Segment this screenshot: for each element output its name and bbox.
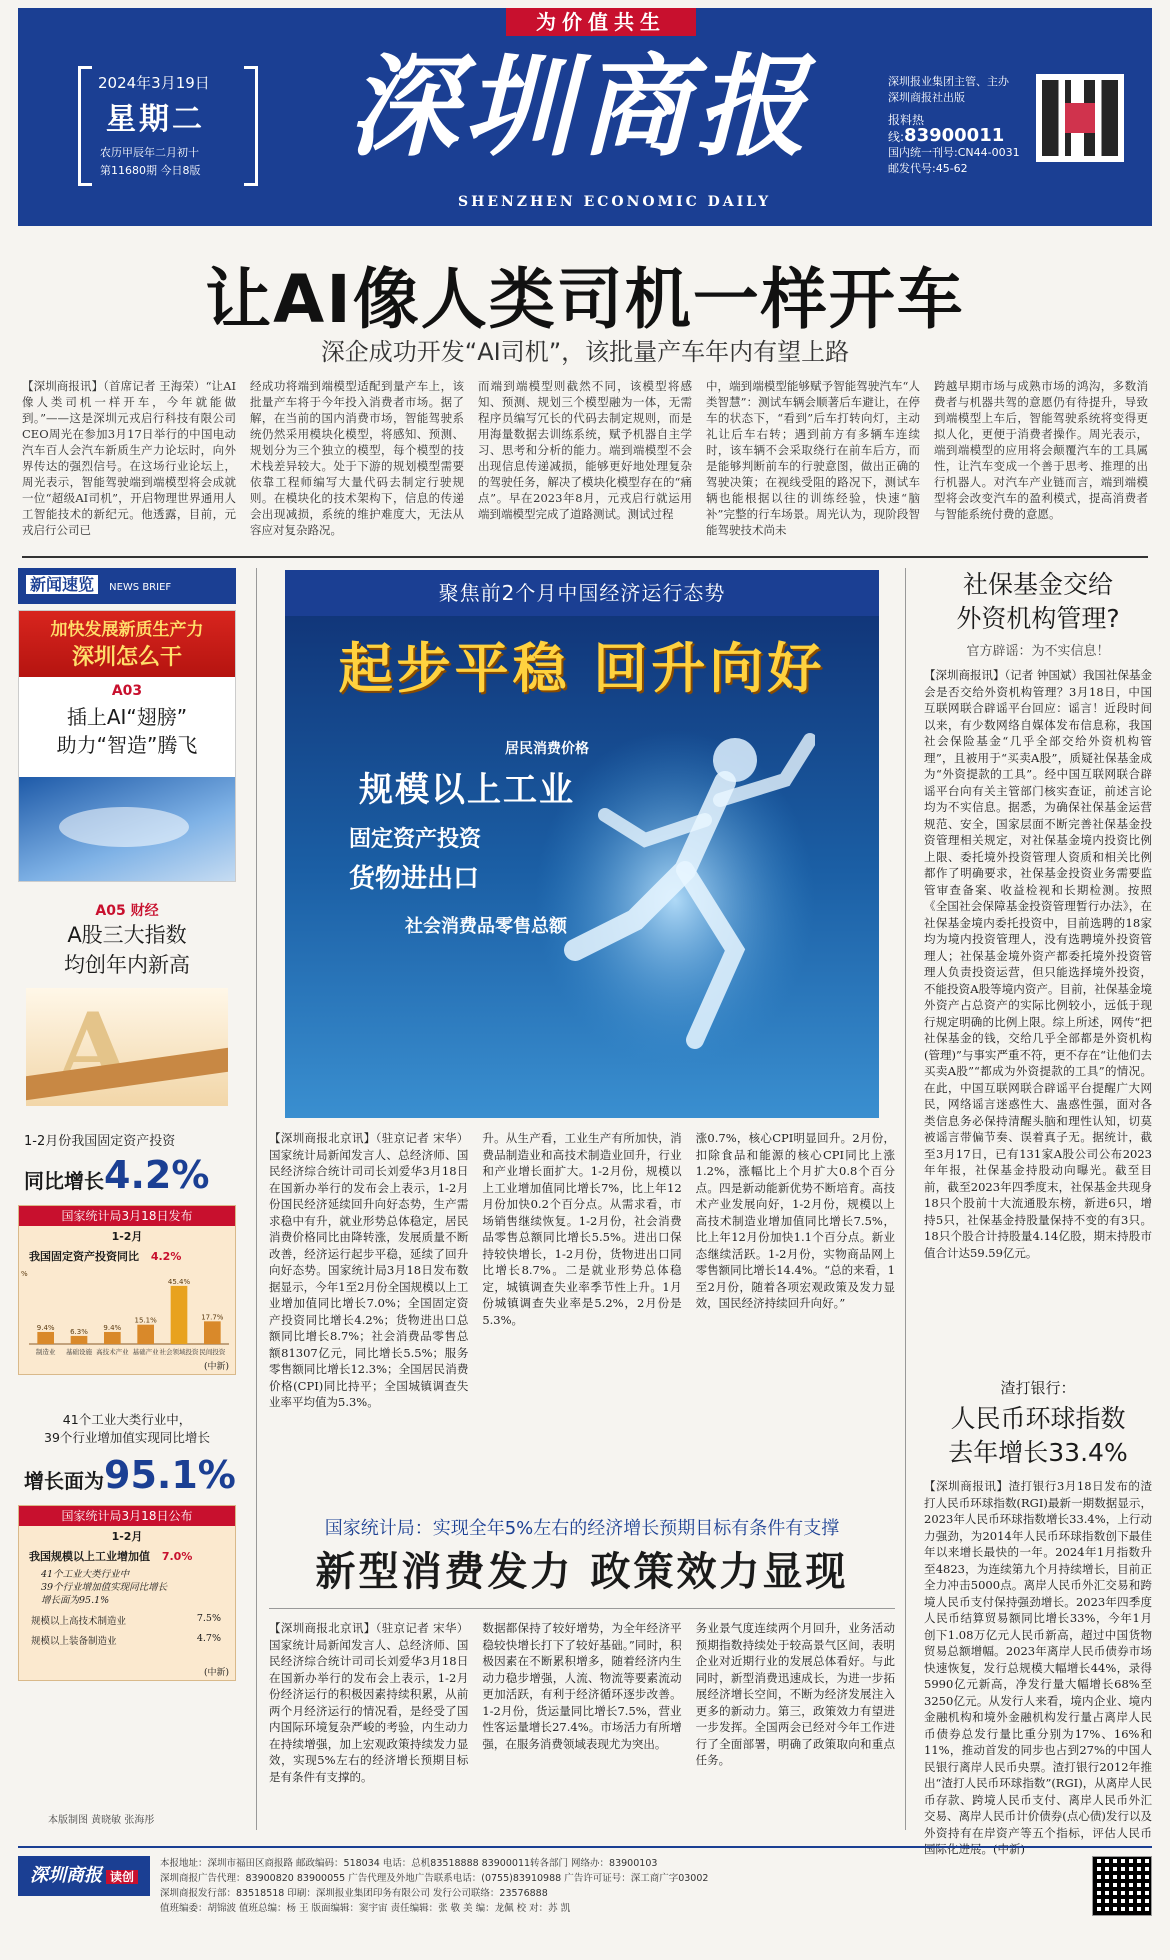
chart2-row2 [19, 1627, 235, 1647]
postal-code: 邮发代号:45-62 [888, 162, 968, 175]
chart2-row2-value: 4.7% [196, 1633, 221, 1644]
keyword-cpi: 居民消费价格 [505, 741, 589, 757]
chart2-header: 国家统计局3月18日公布 [19, 1506, 235, 1526]
industry-stat-label: 41个工业大类行业中， 39个行业增加值实现同比增长 [44, 1412, 210, 1445]
consumption-col-2: 数据都保持了较好增势，为全年经济平稳较快增长打下了较好基础。”同时，积极因素在不断累积增多，随着经济内生动力稳步增强，人流、物流等要素流动更加活跃，有利于经济循环逐步改善。1-2月份，货运量同比增长7.5%，营业性客运量增长27.4%。市场活力有所增强，在服务消费领域表现尤为突出。 [482, 1621, 682, 1751]
chart2-row1-label: 规模以上高技术制造业 [31, 1616, 127, 1627]
news-brief-label: 新闻速览 [26, 575, 98, 594]
lead-col-3: 而端到端模型则截然不同，该模型将感知、预测、规划三个模型融为一体，无需程序员编写冗长的代码去制定规则，而是用海量数据去训练系统，赋予机器自主学习、思考和分析的能力。端到端模型不会出现信息传递减损，能够更好地处理复杂的驾驶任务，解决了模块化模型存在的“痛点”。早在2023年8月，元戎启行就运用端到端模型完成了道路测试。测试过程 [478, 379, 692, 521]
footer-logo-tag: 读创 [106, 1870, 138, 1884]
chart2-main-value: 7.0% [161, 1550, 193, 1563]
consumption-kicker: 国家统计局：实现全年5%左右的经济增长预期目标有条件有支撑 [324, 1518, 840, 1539]
promo-page-ref: A03 [111, 683, 143, 699]
promo-title: 插上AI“翅膀” 助力“智造”腾飞 [56, 705, 198, 757]
consumption-col-3: 务业景气度连续两个月回升，业务活动预期指数持续处于较高景气区间，表明企业对近期行业的发展总体看好。与此同时，新型消费迅速成长，为进一步拓展经济增长空间，不断为经济发展注入更多的新动力。第三，政策效力有望进一步发挥。全国两会已经对今年工作进行了全面部署，明确了政策取向和重点任务。 [695, 1621, 895, 1767]
slogan-bar: 为价值共生 [506, 8, 696, 36]
promo-banner-line1: 加快发展新质生产力 [50, 620, 204, 640]
chart2-note: 41个工业大类行业中 39个行业增加值实现同比增长 增长面为95.1% [41, 1569, 168, 1606]
social-fund-headline[interactable]: 社保基金交给 外资机构管理? [956, 570, 1120, 633]
chart2-source: (中新) [203, 1668, 229, 1678]
keyword-investment: 固定资产投资 [349, 827, 482, 852]
hotline-label: 报料热线: [888, 113, 925, 144]
industry-stat [18, 1453, 236, 1497]
chart2-period: 1-2月 [111, 1530, 143, 1543]
footer-logo [18, 1856, 150, 1896]
lead-col-4: 中，端到端模型能够赋予智能驾驶汽车“人类智慧”：测试车辆会顺著后车避让，在停车的状态下，“看到”后车打转向灯，主动礼让后车右转；遇到前方有多辆车连续时，该车辆不会采取绕行在前车后方，而是能够判断前车的行驶意图，做出正确的驾驶决策；在视线受阻的路况下，测试车辆也能根据以往的训练经验，快速“脑补”完整的行车场景。周光认为，现阶段智能驾驶技术尚未 [706, 379, 920, 537]
chart1-value-label-0: 9.4% [36, 1323, 55, 1332]
footer-info [160, 1856, 708, 1916]
investment-stat-label: 1-2月份我国固定资产投资 [24, 1134, 176, 1149]
lead-col-5: 跨越早期市场与成熟市场的鸿沟，多数消费者与机器共驾的意愿仍有待提升，导致到端模型上车后，智能驾驶系统将变得更拟人化，更便于消费者操作。周光表示，端到端模型的应用将会颠覆汽车的工具属性，让汽车变成一个善于思考、推理的出行机器人。对汽车产业链而言，端到端模型将会改变汽车的盈利模式，提高消费者与智能系统付费的意愿。 [934, 379, 1148, 521]
footer-info-line3: 深圳商报发行部：83518518 印刷：深圳报业集团印务有限公司 发行公司联络：23576888 [160, 1888, 548, 1899]
lead-article [22, 378, 1148, 538]
qr-code-icon[interactable] [1036, 74, 1124, 162]
issue-weekday: 星期二 [106, 102, 205, 137]
hotline [888, 112, 1028, 145]
chart1-bars [19, 1266, 237, 1370]
consumption-article [269, 1620, 895, 1820]
hotline-number: 83900011 [904, 125, 1005, 146]
footer [18, 1846, 1152, 1926]
bracket-left [78, 66, 92, 186]
economy-col-3: 涨0.7%，核心CPI明显回升。2月份，扣除食品和能源的核心CPI同比上涨1.2%，涨幅比上个月扩大0.8个百分点。四是新动能新优势不断培育。高技术产业发展向好，1-2月份，规模以上高技术制造业增加值同比增长7.5%，比上年12月份加快1.1个百分点。新业态继续活跃。1-2月份，实物商品网上零售额同比增长14.4%。“总的来看，1至2月份，随着各项宏观政策及发力显效，国民经济持续回升向好。” [695, 1131, 895, 1310]
bracket-right [244, 66, 258, 186]
chart1-main-value: 4.2% [150, 1250, 182, 1263]
chart1-bar-1 [71, 1336, 88, 1344]
chart1-bar-5 [204, 1321, 221, 1344]
consumption-col-1: 【深圳商报北京讯】（驻京记者 宋华）国家统计局新闻发言人、总经济师、国民经济综合统计司司长刘爱华3月18日在国新办举行的发布会上表示，1-2月份经济运行的积极因素持续积累，从前两个月经济运行的情况看，是经受了国内国际环境复杂严峻的考验，内生动力在持续增强，加上宏观政策持续发力显效，实现5%左右的经济增长预期目标是有条件有支撑的。 [269, 1621, 469, 1784]
chart1-title [19, 1248, 235, 1264]
newspaper-title: 深圳商报 [348, 42, 812, 171]
chart1-bar-2 [104, 1332, 121, 1344]
footer-info-line2: 深圳商报广告代理：83900820 83900055 广告代理及外地广告联系电话：(0755)83910988 广告许可证号：深工商广字03002 [160, 1873, 709, 1884]
footer-qr-icon[interactable] [1092, 1856, 1152, 1916]
rmb-kicker: 渣打银行： [1000, 1379, 1076, 1397]
cn-code: 国内统一刊号:CN44-0031 [888, 146, 1020, 159]
social-fund-subhead: 官方辟谣：为不实信息！ [966, 644, 1110, 659]
issue-number: 第11680期 今日8版 [100, 164, 201, 177]
consumption-rule [269, 1608, 895, 1609]
runner-illustration [535, 720, 815, 1080]
date-box [78, 66, 258, 186]
investment-stat-value: 4.2% [104, 1153, 210, 1197]
industry-stat-value: 95.1% [104, 1453, 236, 1497]
lead-col-2: 经成功将端到端模型适配到量产车上，该批量产车将于今年投入消费者市场。据了解，在当前的国内消费市场，智能驾驶系统仍然采用模块化模型，将感知、预测、规划分为三个独立的模型，每个模型的技术栈差异较大。处于下游的规划模型需要依靠工程师编写大量代码去制定行驶规则。在模块化的技术架构下，信息的传递会出现减损，系统的维护难度大，无法从容应对复杂路况。 [250, 379, 464, 537]
chart1-period: 1-2月 [111, 1230, 143, 1243]
lead-col-1: 【深圳商报讯】（首席记者 王海荣）“让AI像人类司机一样开车，今年就能做到。”——这是深圳元戎启行科技有限公司CEO周光在参加3月17日举行的中国电动汽车百人会汽车新质生产力论坛时，向外界传达的强烈信号。在这场行业论坛上，周光表示，智能驾驶端到端模型将会成就一位“超级AI司机”，开启物理世界通用人工智能技术的新纪元。他透露，目前，元戎启行公司已 [22, 379, 236, 537]
feature-banner: 聚焦前2个月中国经济运行态势 [285, 570, 879, 616]
promo-banner-line2: 深圳怎么干 [71, 645, 182, 670]
main-subheadline: 深企成功开发“AI司机”，该批量产车年内有望上路 [320, 338, 850, 366]
finance-illustration [26, 988, 228, 1106]
chart2-title [19, 1548, 235, 1564]
chart1-source: (中新) [203, 1362, 229, 1372]
newspaper-title-en: SHENZHEN ECONOMIC DAILY [458, 194, 772, 210]
chart1-category-label-3: 基础产业 [132, 1348, 159, 1356]
promo-a03[interactable] [18, 610, 236, 882]
issue-date: 2024年3月19日 [98, 74, 210, 92]
publisher-info [888, 74, 1028, 177]
chart2-row2-label: 规模以上装备制造业 [31, 1636, 117, 1647]
promo-banner [19, 611, 235, 677]
bottom-margin [0, 1934, 1170, 1960]
lunar-date: 农历甲辰年二月初十 [100, 146, 199, 159]
main-headline[interactable]: 让AI像人类司机一样开车 [205, 261, 965, 338]
rmb-article: 【深圳商报讯】渣打银行3月18日发布的渣打人民币环球指数(RGI)最新一期数据显示，2023年人民币环球指数增长33.4%，上行动力强劲，为2014年人民币环球指数创下最佳年以来增长最快的一年。2024年1月指数升至4823，为连续第九个月持续增长，目前正全力冲击5000点。离岸人民币外汇交易和跨境人民币支付保持强劲增长。2023年四季度人民币结算贸易额同比增长33%，今年1月创下1.08万亿元人民币新高，超过中国货物贸易总额增幅。2023年离岸人民币债券市场快速恢复，发行总规模大幅增长44%，录得5990亿元新高，净发行量大幅增长68%至3250亿元。从发行人来看，境内企业、境内金融机构和境外金融机构发行量占离岸人民币债券总发行量比重分别为17%、16%和11%，推动首发的同步也占到27%的中国人民银行离岸人民币央票。渣打银行2012年推出“渣打人民币环球指数”(RGI)，从离岸人民币存款、跨境人民币支付、离岸人民币外汇交易、离岸人民币计价债券(点心债)发行以及外资持有在岸资产等五个指标，评估人民币国际化进展。(中新) [924, 1479, 1152, 1856]
left-column [18, 568, 236, 1830]
finance-title[interactable]: A股三大指数 均创年内新高 [64, 923, 190, 977]
consumption-headline[interactable]: 新型消费发力 政策效力显现 [315, 1549, 849, 1595]
news-brief-header [18, 568, 236, 604]
chart1-bar-4 [171, 1286, 188, 1344]
chart1-title-text: 我国固定资产投资同比 [29, 1250, 139, 1263]
feature-title: 起步平稳 回升向好 [338, 637, 826, 700]
section-divider [22, 556, 1148, 558]
finance-page-ref: A05 财经 [95, 903, 159, 919]
right-column [924, 568, 1152, 1856]
investment-stat-prefix: 同比增长 [24, 1169, 104, 1193]
chart1-value-label-2: 9.4% [103, 1323, 122, 1332]
investment-stat [18, 1153, 236, 1197]
keyword-trade: 货物进出口 [349, 864, 480, 894]
rmb-headline[interactable]: 人民币环球指数 去年增长33.4% [948, 1404, 1128, 1467]
chart2-row1 [19, 1607, 235, 1627]
chart1-category-label-5: 民间投资 [199, 1348, 226, 1356]
investment-chart [18, 1205, 236, 1375]
chart1-value-label-4: 45.4% [167, 1277, 191, 1286]
economy-article [269, 1130, 895, 1502]
chart1-value-label-5: 17.7% [201, 1313, 224, 1322]
chart1-category-label-0: 制造业 [35, 1348, 56, 1356]
promo-image [19, 777, 235, 881]
graphics-credit: 本版制图 黄晓敏 张海彤 [48, 1815, 155, 1826]
chart1-category-label-4: 社会领域投资 [159, 1348, 199, 1356]
keyword-industry: 规模以上工业 [359, 770, 575, 810]
chart1-bar-3 [137, 1325, 154, 1344]
social-fund-article: 【深圳商报讯】（记者 钟国斌）我国社保基金会是否交给外资机构管理？3月18日，中国互联网联合辟谣平台回应：谣言！近段时间以来，有少数网络自媒体发布信息称，我国社会保险基金“几乎全部交给外资机构管理”，且被用于“买卖A股”，质疑社保基金成为“外资提款的工具”。经中国互联网联合辟谣平台向有关主管部门核实查证，前述言论均为不实信息。据悉，为确保社保基金运营规范、安全，国家层面不断完善社保基金投资管理相关规定，对社保基金境内投资比例上限、委托境外投资管理人资质和相关比例都作了明确要求，社保基金投资业务需要监管审查备案、收益检视和长期检测。按照《全国社会保障基金投资管理暂行办法》，在社保基金境内委托投资中，目前选聘的18家均为境内投资管理人，没有选聘境外投资管理人；社保基金境外资产都委托境外投资管理人负责投资运营，但只能选择境外投资，不能投资A股等境内资产。目前，社保基金境外资产占总资产的实际比例较小，远低于现行规定明确的比例上限。综上所述，网传“把社保基金的钱，交给几乎全部都是外资机构(管理)”与事实严重不符，更不存在“让他们去买卖A股”“都成为外资提款的工具”的情况。在此，中国互联网联合辟谣平台提醒广大网民，网络谣言迷惑性大、蛊惑性强，面对各类信息务必保持清醒头脑和理性认知，切莫被谣言带偏节奏、误着真子无。据统计，截至3月17日，已有131家A股公司公布2023年年报，社保基金持股动向曝光。截至目前，截至2023年四季度末，社保基金共现身18只个股前十大流通股东榜，新进6只，增持5只，社保基金持股量保持不变的有3只。18只个股合计持股量4.14亿股，期末持股市值合计达59.59亿元。 [924, 668, 1152, 1260]
chart1-bar-0 [37, 1332, 54, 1344]
economy-col-2: 升。从生产看，工业生产有所加快，消费品制造业和高技术制造业回升，行业和产业增长面扩大。1-2月份，规模以上工业增加值同比增长7%，比上年12月份加快0.2个百分点。从需求看，市场销售继续恢复。1-2月份，社会消费品零售总额同比增长5.5%。进出口保持较快增长，1-2月份，货物进出口同比增长8.7%。二是就业形势总体稳定，城镇调查失业率季节性上升。1月份城镇调查失业率是5.2%，2月份是5.3%。 [482, 1131, 682, 1327]
chart1-svg-title: 我国固定资产投资同比 [19, 1266, 29, 1267]
chart1-value-label-3: 15.1% [134, 1316, 157, 1325]
chart2-row1-value: 7.5% [196, 1613, 221, 1624]
chart1-category-label-1: 基础设施 [66, 1348, 92, 1356]
keyword-retail: 社会消费品零售总额 [405, 916, 567, 937]
economy-col-1: 【深圳商报北京讯】（驻京记者 宋华）国家统计局新闻发言人、总经济师、国民经济综合统计司司长刘爱华3月18日在国新办举行的发布会上表示，1-2月份国民经济延续回升向好态势，生产需求稳中有升，就业形势总体稳定，居民消费价格同比由降转涨，发展质量不断改善，经济运行起步平稳，延续了回升向好态势。国家统计局3月18日发布数据显示，今年1至2月份全国规模以上工业增加值同比增长7.0%；全国固定资产投资同比增长4.2%；货物进出口总额同比增长8.7%；社会消费品零售总额81307亿元，同比增长5.5%；服务零售额同比增长12.3%；全国居民消费价格(CPI)同比持平；全国城镇调查失业率平均值为5.3%。 [269, 1131, 469, 1409]
qr-pattern [1042, 80, 1118, 156]
center-column [256, 568, 906, 1830]
masthead [18, 8, 1152, 226]
publisher-line1: 深圳报业集团主管、主办 [888, 75, 1009, 88]
chart1-ylabel: % [21, 1270, 28, 1278]
industry-stat-prefix: 增长面为 [24, 1469, 104, 1493]
chart1-header: 国家统计局3月18日发布 [19, 1206, 235, 1226]
footer-editors: 值班编委：胡锦波 值班总编：杨 王 版面编辑：窦宇宙 责任编辑：张 敬 美 编：龙佩 校 对：苏 凯 [160, 1903, 571, 1914]
chart1-category-label-2: 高技术产业 [96, 1348, 129, 1356]
feature-graphic[interactable] [285, 570, 879, 1118]
chart1-value-label-1: 6.3% [70, 1327, 88, 1336]
news-brief-label-en: NEWS BRIEF [109, 582, 172, 593]
industry-chart [18, 1505, 236, 1681]
publisher-line2: 深圳商报社出版 [888, 91, 965, 104]
footer-info-line1: 本报地址：深圳市福田区商报路 邮政编码：518034 电话：总机83518888 83900011转各部门 网络办：83900103 [160, 1858, 658, 1869]
footer-logo-text: 深圳商报 [29, 1865, 102, 1886]
chart2-title-text: 我国规模以上工业增加值 [29, 1550, 150, 1563]
